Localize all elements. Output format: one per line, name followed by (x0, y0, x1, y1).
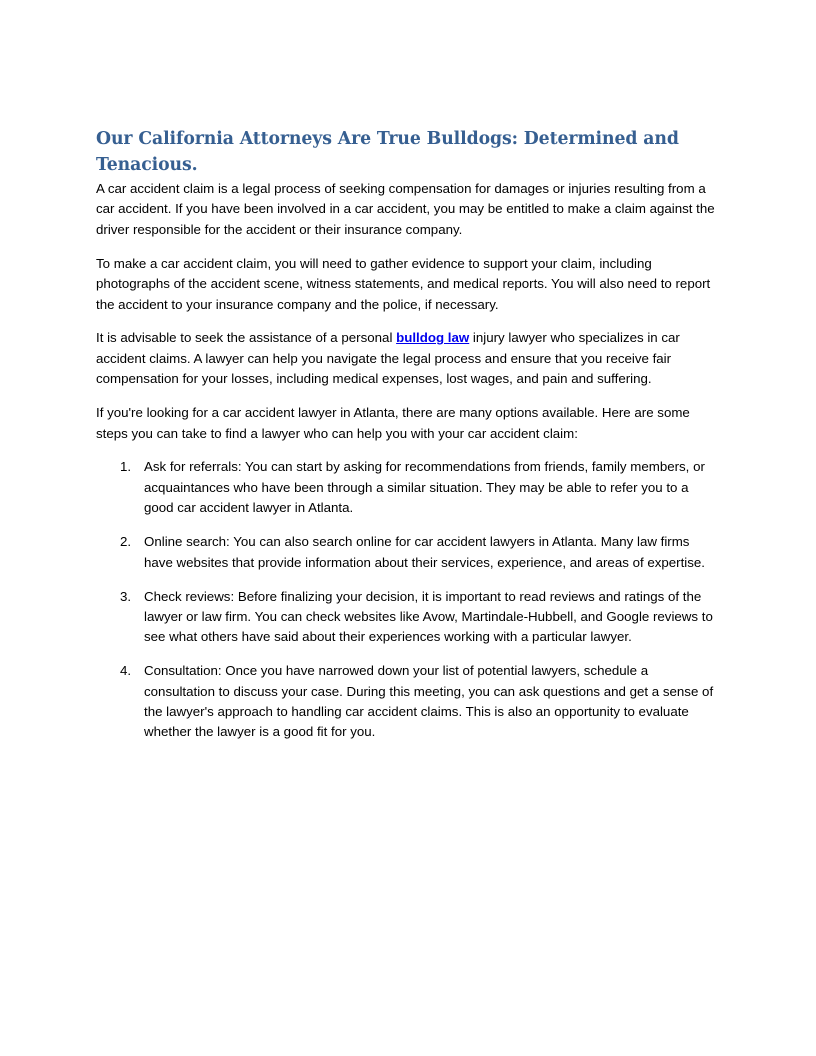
list-item-referrals (96, 457, 720, 518)
list-item-text: Ask for referrals: You can start by asking for recommendations from friends, family members, or acquaintances who have been through a similar situation. They may be able to refer you to a good car accident lawyer in Atlanta. (144, 459, 705, 516)
list-item-text: Check reviews: Before finalizing your decision, it is important to read reviews and ratings of the lawyer or law firm. You can check websites like Avow, Martindale-Hubbell, and Google reviews to see what others have said about their experiences working with a particular lawyer. (144, 588, 713, 645)
paragraph-advice-text-end: injury lawyer who specializes in car accident claims. A lawyer can help you navigate the legal process and ensure that you receive fair compensation for your losses, including medical expenses, lost wages, and pain and suffering. (96, 330, 680, 387)
list-item-number: 4. (120, 663, 132, 679)
list-item-number: 3. (120, 588, 132, 604)
bulldog-law-link[interactable]: bulldog law (396, 330, 470, 346)
list-item-text: Consultation: Once you have narrowed down your list of potential lawyers, schedule a consultation to discuss your case. During this meeting, you can ask questions and get a sense of the lawyer's approach to handling car accident claims. This is also an opportunity to evaluate whether the lawyer is a good fit for you. (144, 663, 714, 740)
list-item-consultation (96, 661, 720, 743)
list-item-number: 1. (120, 459, 132, 475)
list-item-online-search (96, 532, 720, 573)
list-item-number: 2. (120, 534, 132, 550)
document-page (96, 126, 720, 756)
paragraph-atlanta: If you're looking for a car accident lawyer in Atlanta, there are many options available. Here are some steps you can take to find a lawyer who can help you with your car accident claim: (96, 405, 690, 441)
paragraph-evidence: To make a car accident claim, you will need to gather evidence to support your claim, including photographs of the accident scene, witness statements, and medical reports. You will also need to report the accident to your insurance company and the police, if necessary. (96, 255, 711, 312)
paragraph-advice (96, 328, 720, 389)
steps-list (96, 457, 720, 742)
page-title: Our California Attorneys Are True Bulldogs: Determined and Tenacious. (96, 129, 679, 175)
paragraph-intro: A car accident claim is a legal process of seeking compensation for damages or injuries resulting from a car accident. If you have been involved in a car accident, you may be entitled to make a claim against the driver responsible for the accident or their insurance company. (96, 181, 715, 237)
paragraph-advice-text-start: It is advisable to seek the assistance of a personal (96, 330, 397, 346)
list-item-text: Online search: You can also search online for car accident lawyers in Atlanta. Many law firms have websites that provide information about their services, experience, and areas of expertise. (144, 534, 705, 570)
list-item-reviews (96, 587, 720, 648)
